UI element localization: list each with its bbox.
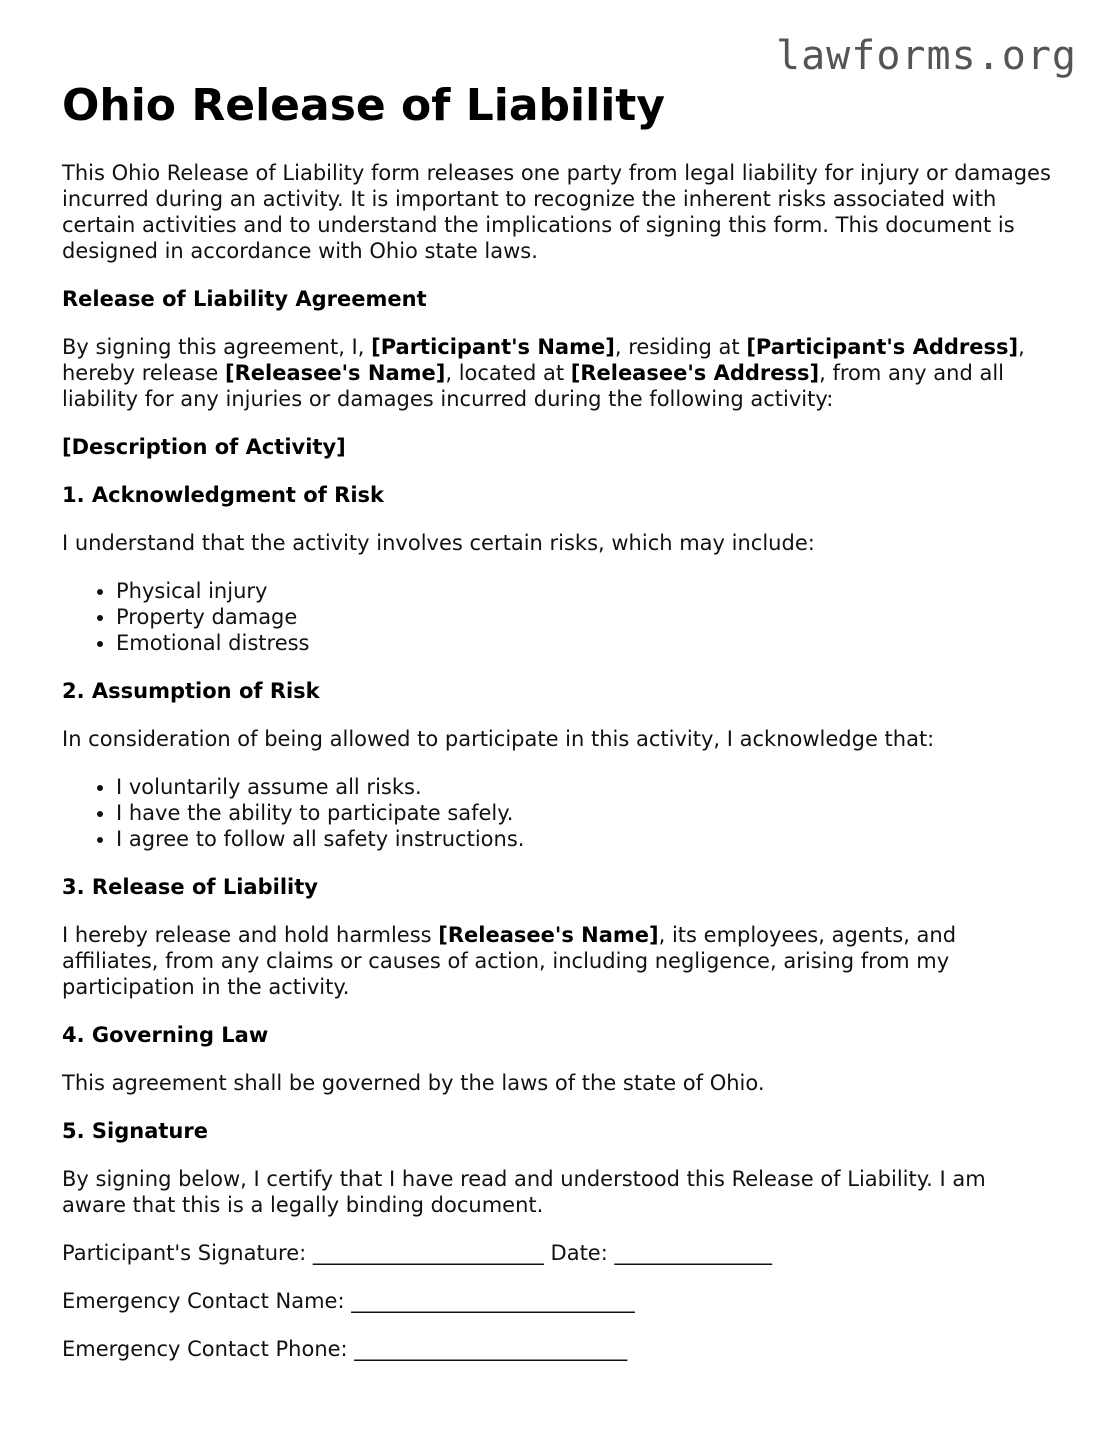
agreement-paragraph: By signing this agreement, I, [Participant's Name], residing at [Participant's Address], hereby release [Releasee's Name], located at [Releasee's Address], from any and all liability for any injuries or damages incurred during the following activity:: [62, 335, 1025, 411]
emergency-contact-phone-line: Emergency Contact Phone: __________________________: [62, 1337, 628, 1361]
list-item: • I agree to follow all safety instructions.: [116, 826, 1052, 852]
page-title: Ohio Release of Liability: [62, 80, 666, 131]
section-2-text: In consideration of being allowed to participate in this activity, I acknowledge that:: [62, 727, 935, 751]
agreement-heading: Release of Liability Agreement: [62, 287, 427, 311]
participant-name-placeholder: [Participant's Name]: [371, 335, 615, 359]
assumption-list: [62, 774, 1052, 852]
list-item: • Property damage: [116, 604, 1052, 630]
activity-description-placeholder: [Description of Activity]: [62, 435, 346, 459]
section-1-text: I understand that the activity involves certain risks, which may include:: [62, 531, 815, 555]
releasee-address-placeholder: [Releasee's Address]: [570, 361, 820, 385]
section-1-heading: 1. Acknowledgment of Risk: [62, 483, 384, 507]
signature-date-line: Participant's Signature: ______________________ Date: _______________: [62, 1241, 772, 1265]
watermark: lawforms.org: [776, 33, 1077, 79]
list-item: • Physical injury: [116, 578, 1052, 604]
list-item: • I have the ability to participate safely.: [116, 800, 1052, 826]
list-item: • I voluntarily assume all risks.: [116, 774, 1052, 800]
releasee-name-placeholder: [Releasee's Name]: [225, 361, 446, 385]
list-item: • Emotional distress: [116, 630, 1052, 656]
section-5-heading: 5. Signature: [62, 1119, 208, 1143]
section-3-heading: 3. Release of Liability: [62, 875, 318, 899]
intro-paragraph: This Ohio Release of Liability form releases one party from legal liability for injury or damages incurred during an activity. It is important to recognize the inherent risks associated with certain activities and to understand the implications of signing this form. This document is designed in accordance with Ohio state laws.: [62, 161, 1051, 263]
section-2-heading: 2. Assumption of Risk: [62, 679, 320, 703]
releasee-name-placeholder: [Releasee's Name]: [438, 923, 659, 947]
section-4-text: This agreement shall be governed by the laws of the state of Ohio.: [62, 1071, 765, 1095]
document-body: [62, 78, 1052, 1362]
participant-address-placeholder: [Participant's Address]: [746, 335, 1019, 359]
section-3-text: I hereby release and hold harmless [Releasee's Name], its employees, agents, and affiliates, from any claims or causes of action, including negligence, arising from my participation in the activity.: [62, 923, 957, 999]
section-5-text: By signing below, I certify that I have read and understood this Release of Liability. I am aware that this is a legally binding document.: [62, 1167, 986, 1217]
emergency-contact-name-line: Emergency Contact Name: ___________________________: [62, 1289, 635, 1313]
risk-list: [62, 578, 1052, 656]
section-4-heading: 4. Governing Law: [62, 1023, 269, 1047]
